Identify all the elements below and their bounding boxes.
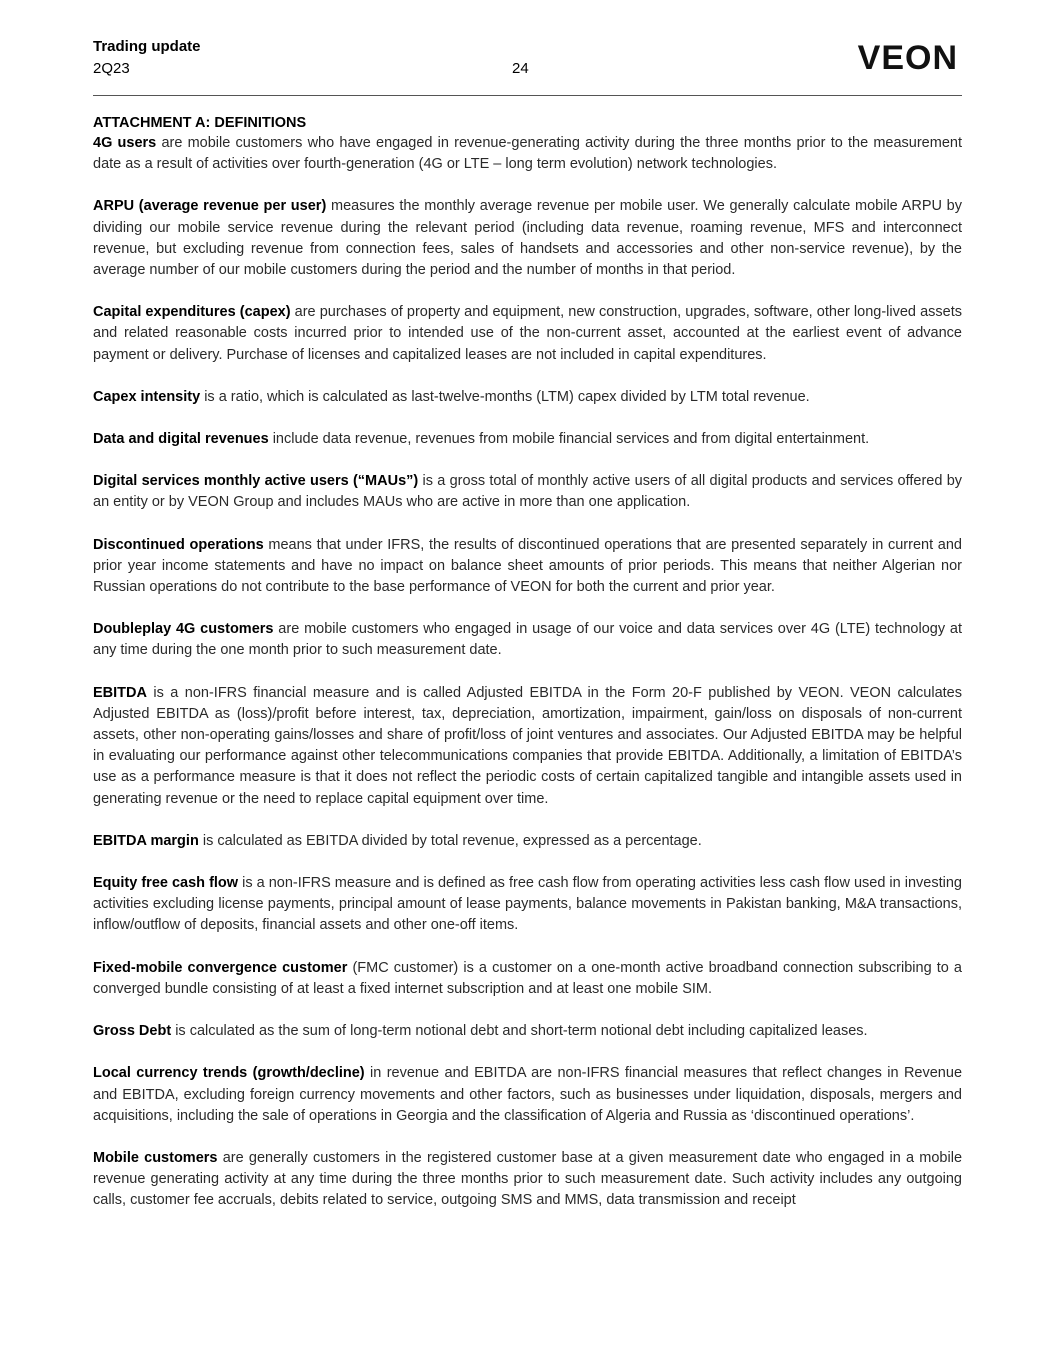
definition-term: Mobile customers — [93, 1149, 218, 1166]
definition-text: are purchases of property and equipment, new construction, upgrades, software, other long-lived assets and related reasonable costs incurred prior to intended use of the non-current asset, accounted at the earliest event of advance payment or delivery. Purchase of licenses and capitalized leases are not included in capital expenditures. — [93, 304, 962, 363]
document-period: 2Q23 — [93, 60, 130, 77]
definition-term: EBITDA — [93, 684, 147, 701]
definition-text: is a ratio, which is calculated as last-twelve-months (LTM) capex divided by LTM total revenue. — [204, 388, 810, 405]
definition-paragraph — [93, 387, 962, 408]
definition-text: are generally customers in the registered customer base at a given measurement date who engaged in a mobile revenue generating activity at any time during the three months prior to such measurement date. Such activity includes any outgoing calls, customer fee accruals, debits related to service, outgoing SMS and MMS, data transmission and receipt — [93, 1149, 963, 1209]
page-number: 24 — [512, 60, 529, 77]
definition-term: ARPU (average revenue per user) — [93, 198, 327, 215]
definition-paragraph — [93, 471, 962, 513]
definition-text: are mobile customers who have engaged in revenue-generating activity during the three months prior to the measurement date as a result of activities over fourth-generation (4G or LTE – long term evolution) network technologies. — [93, 135, 962, 173]
definition-paragraph — [93, 1021, 962, 1042]
definition-term: Capital expenditures (capex) — [93, 304, 291, 321]
definition-text: means that under IFRS, the results of discontinued operations that are presented separately in current and prior year income statements and have no impact on balance sheet amounts of prior periods. This means that neither Algerian nor Russian operations do not contribute to the base performance of VEON for both the current and prior year. — [93, 536, 962, 596]
page-header — [93, 0, 962, 96]
document-page — [93, 0, 962, 1233]
definition-paragraph — [93, 873, 962, 937]
document-title: Trading update — [93, 38, 201, 55]
definition-text: (FMC customer) is a customer on a one-month active broadband connection subscribing to a converged bundle consisting of at least a fixed internet subscription and at least one mobile SIM. — [93, 959, 962, 997]
section-heading: ATTACHMENT A: DEFINITIONS — [93, 115, 307, 131]
page-content — [93, 96, 962, 1212]
definition-term: Doubleplay 4G customers — [93, 621, 274, 638]
definition-text: is a non-IFRS financial measure and is called Adjusted EBITDA in the Form 20-F published by VEON. VEON calculates Adjusted EBITDA as (loss)/profit before interest, tax, depreciation, amortization, impairment, gain/loss on disposals of non-current assets, other non-operating gains/losses and share of profit/loss of joint ventures and associates. Our Adjusted EBITDA may be helpful in evaluating our performance against other telecommunications companies that provide EBITDA. Additionally, a limitation of EBITDA’s use as a performance measure is that it does not reflect the periodic costs of certain capitalized tangible and intangible assets used in generating revenue or the need to replace capital equipment over time. — [93, 684, 962, 807]
definition-term: EBITDA margin — [93, 832, 199, 849]
definition-paragraph — [93, 619, 962, 661]
definitions-list — [93, 133, 962, 1212]
definition-term: Digital services monthly active users (“MAUs”) — [93, 473, 419, 490]
definition-text: include data revenue, revenues from mobile financial services and from digital entertainment. — [272, 431, 870, 448]
definition-paragraph — [93, 535, 962, 599]
definition-paragraph — [93, 1063, 962, 1127]
definition-term: Equity free cash flow — [93, 875, 239, 892]
definition-term: Fixed-mobile convergence customer — [93, 959, 348, 976]
definition-text: are mobile customers who engaged in usage of our voice and data services over 4G (LTE) technology at any time during the one month prior to such measurement date. — [93, 621, 963, 659]
definition-term: Local currency trends (growth/decline) — [93, 1065, 365, 1082]
definition-text: is calculated as the sum of long-term notional debt and short-term notional debt including capitalized leases. — [175, 1023, 868, 1040]
definition-paragraph — [93, 683, 962, 810]
definition-paragraph — [93, 958, 962, 1000]
definition-paragraph — [93, 133, 962, 175]
definition-paragraph — [93, 196, 962, 281]
definition-paragraph — [93, 831, 962, 852]
definition-term: Data and digital revenues — [93, 431, 269, 448]
definition-paragraph — [93, 429, 962, 450]
veon-logo: VEON — [857, 39, 958, 77]
definition-text: is calculated as EBITDA divided by total revenue, expressed as a percentage. — [202, 832, 702, 849]
definition-term: 4G users — [93, 135, 157, 151]
definition-term: Gross Debt — [93, 1023, 172, 1040]
definition-term: Capex intensity — [93, 388, 201, 405]
definition-text: in revenue and EBITDA are non-IFRS financial measures that reflect changes in Revenue and EBITDA, excluding foreign currency movements and other factors, such as businesses under liquidation, disposals, mergers and acquisitions, including the sale of operations in Georgia and the classification of Algeria and Russia as ‘discontinued operations’. — [93, 1065, 963, 1124]
definition-term: Discontinued operations — [93, 536, 264, 553]
definition-text: measures the monthly average revenue per mobile user. We generally calculate mobile ARPU by dividing our mobile service revenue during the relevant period (including data revenue, roaming revenue, MFS and interconnect revenue, but excluding revenue from connection fees, sales of handsets and accessories and other non-service revenue), by the average number of our mobile customers during the period and the number of months in that period. — [93, 198, 962, 279]
definition-paragraph — [93, 302, 962, 366]
definition-text: is a gross total of monthly active users of all digital products and services offered by an entity or by VEON Group and includes MAUs who are active in more than one application. — [93, 473, 963, 511]
definition-paragraph — [93, 1148, 962, 1212]
definition-text: is a non-IFRS measure and is defined as free cash flow from operating activities less cash flow used in investing activities excluding license payments, principal amount of lease payments, balance movements in Pakistan banking, M&A transactions, inflow/outflow of deposits, financial assets and other one-off items. — [93, 875, 962, 934]
